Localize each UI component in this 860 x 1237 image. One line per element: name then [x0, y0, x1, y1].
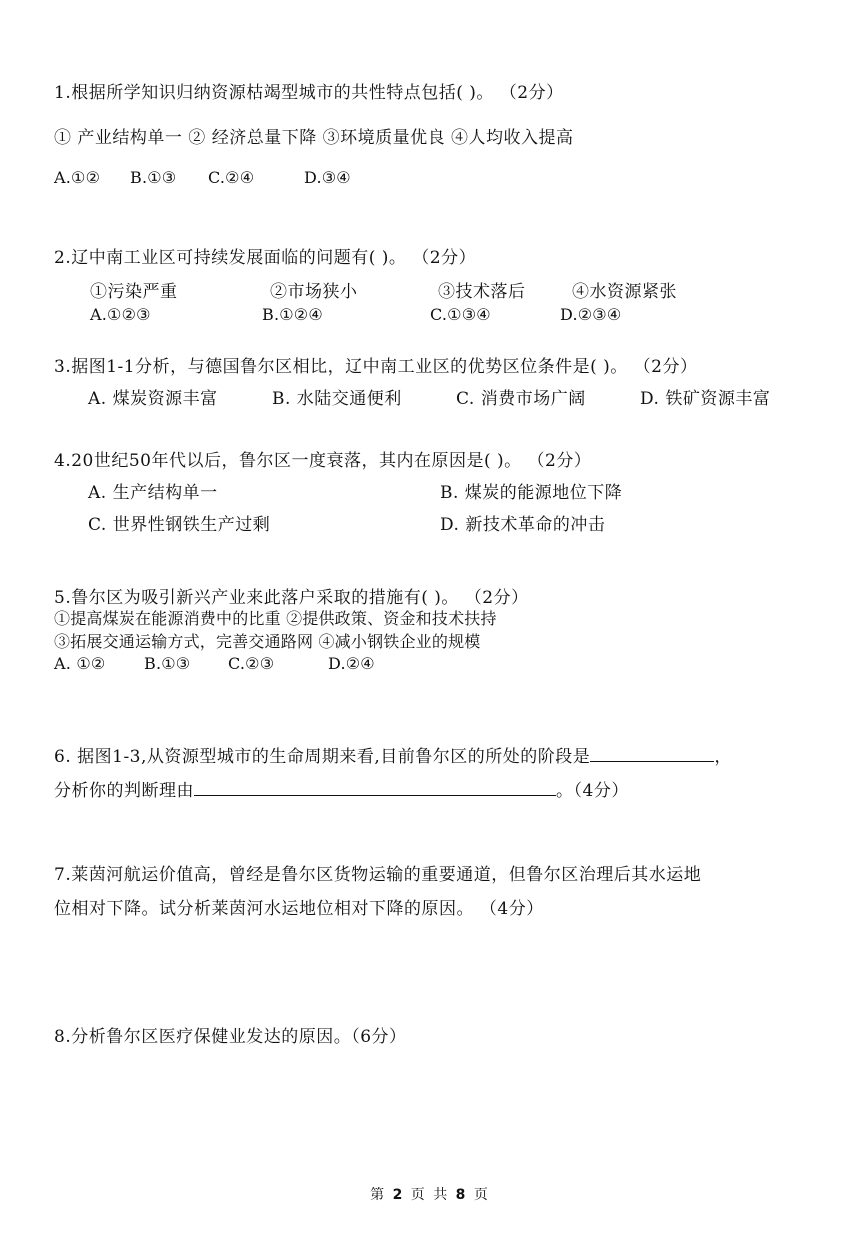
- q7-line-2: 位相对下降。试分析莱茵河水运地位相对下降的原因。 （4分）: [54, 899, 544, 919]
- q2-option-d: D.②③④: [560, 305, 622, 324]
- q3-option-d: D. 铁矿资源丰富: [640, 389, 771, 409]
- q1-option-c: C.②④: [208, 168, 255, 187]
- q6-line-1-end: ，: [714, 747, 732, 767]
- q6-stage-prompt: 6. 据图1-3,从资源型城市的生命周期来看,目前鲁尔区的所处的阶段是: [54, 747, 591, 767]
- q6-reason-prompt: 分析你的判断理由: [54, 781, 194, 801]
- q3-stem: 3.据图1-1分析，与德国鲁尔区相比，辽中南工业区的优势区位条件是( )。 （2分）: [54, 357, 698, 377]
- q6-reason-answer-blank[interactable]: [194, 779, 556, 796]
- q2-item-1: ①污染严重: [90, 282, 178, 302]
- q2-option-a: A.①②③: [90, 305, 151, 324]
- q3-option-a: A. 煤炭资源丰富: [88, 389, 218, 409]
- q1-option-d: D.③④: [304, 168, 351, 187]
- q5-stem: 5.鲁尔区为吸引新兴产业来此落户采取的措施有( )。 （2分）: [54, 588, 529, 608]
- q2-item-3: ③技术落后: [438, 282, 526, 302]
- q1-stem: 1.根据所学知识归纳资源枯竭型城市的共性特点包括( )。 （2分）: [54, 83, 564, 103]
- q4-option-d: D. 新技术革命的冲击: [440, 515, 606, 535]
- q7-line-1: 7.莱茵河航运价值高，曾经是鲁尔区货物运输的重要通道，但鲁尔区治理后其水运地: [54, 865, 702, 885]
- q1-option-a: A.①②: [54, 168, 101, 187]
- q5-items-row1: ①提高煤炭在能源消费中的比重 ②提供政策、资金和技术扶持: [54, 609, 497, 628]
- q5-option-b: B.①③: [144, 654, 191, 673]
- footer-suffix: 页: [473, 1187, 490, 1203]
- footer-page-number: 2: [392, 1187, 405, 1203]
- q8-line-1: 8.分析鲁尔区医疗保健业发达的原因。（6分）: [54, 1027, 407, 1047]
- footer-total-pages: 8: [455, 1187, 468, 1203]
- q1-items: ① 产业结构单一 ② 经济总量下降 ③环境质量优良 ④人均收入提高: [54, 128, 574, 148]
- q6-line-2-end: 。（4分）: [556, 781, 629, 801]
- page-footer: [0, 1184, 860, 1204]
- q2-item-4: ④水资源紧张: [572, 282, 677, 302]
- footer-middle: 页 共: [410, 1187, 450, 1203]
- q3-option-c: C. 消费市场广阔: [456, 389, 586, 409]
- q4-option-c: C. 世界性钢铁生产过剩: [88, 515, 271, 535]
- q4-stem: 4.20世纪50年代以后，鲁尔区一度衰落，其内在原因是( )。 （2分）: [54, 451, 592, 471]
- q2-stem: 2.辽中南工业区可持续发展面临的问题有( )。 （2分）: [54, 248, 477, 268]
- q3-option-b: B. 水陆交通便利: [272, 389, 402, 409]
- q5-option-d: D.②④: [328, 654, 375, 673]
- q2-option-c: C.①③④: [430, 305, 491, 324]
- q6-line-2: [54, 776, 629, 801]
- q6-line-1: [54, 742, 732, 767]
- q6-stage-answer-blank[interactable]: [590, 745, 714, 762]
- q5-option-a: A. ①②: [54, 654, 106, 673]
- footer-prefix: 第: [370, 1187, 387, 1203]
- q1-option-b: B.①③: [130, 168, 177, 187]
- q2-option-b: B.①②④: [262, 305, 323, 324]
- q5-option-c: C.②③: [228, 654, 275, 673]
- q2-item-2: ②市场狭小: [270, 282, 358, 302]
- q5-items-row2: ③拓展交通运输方式，完善交通路网 ④减小钢铁企业的规模: [54, 632, 481, 651]
- q4-option-a: A. 生产结构单一: [88, 483, 218, 503]
- q4-option-b: B. 煤炭的能源地位下降: [440, 483, 623, 503]
